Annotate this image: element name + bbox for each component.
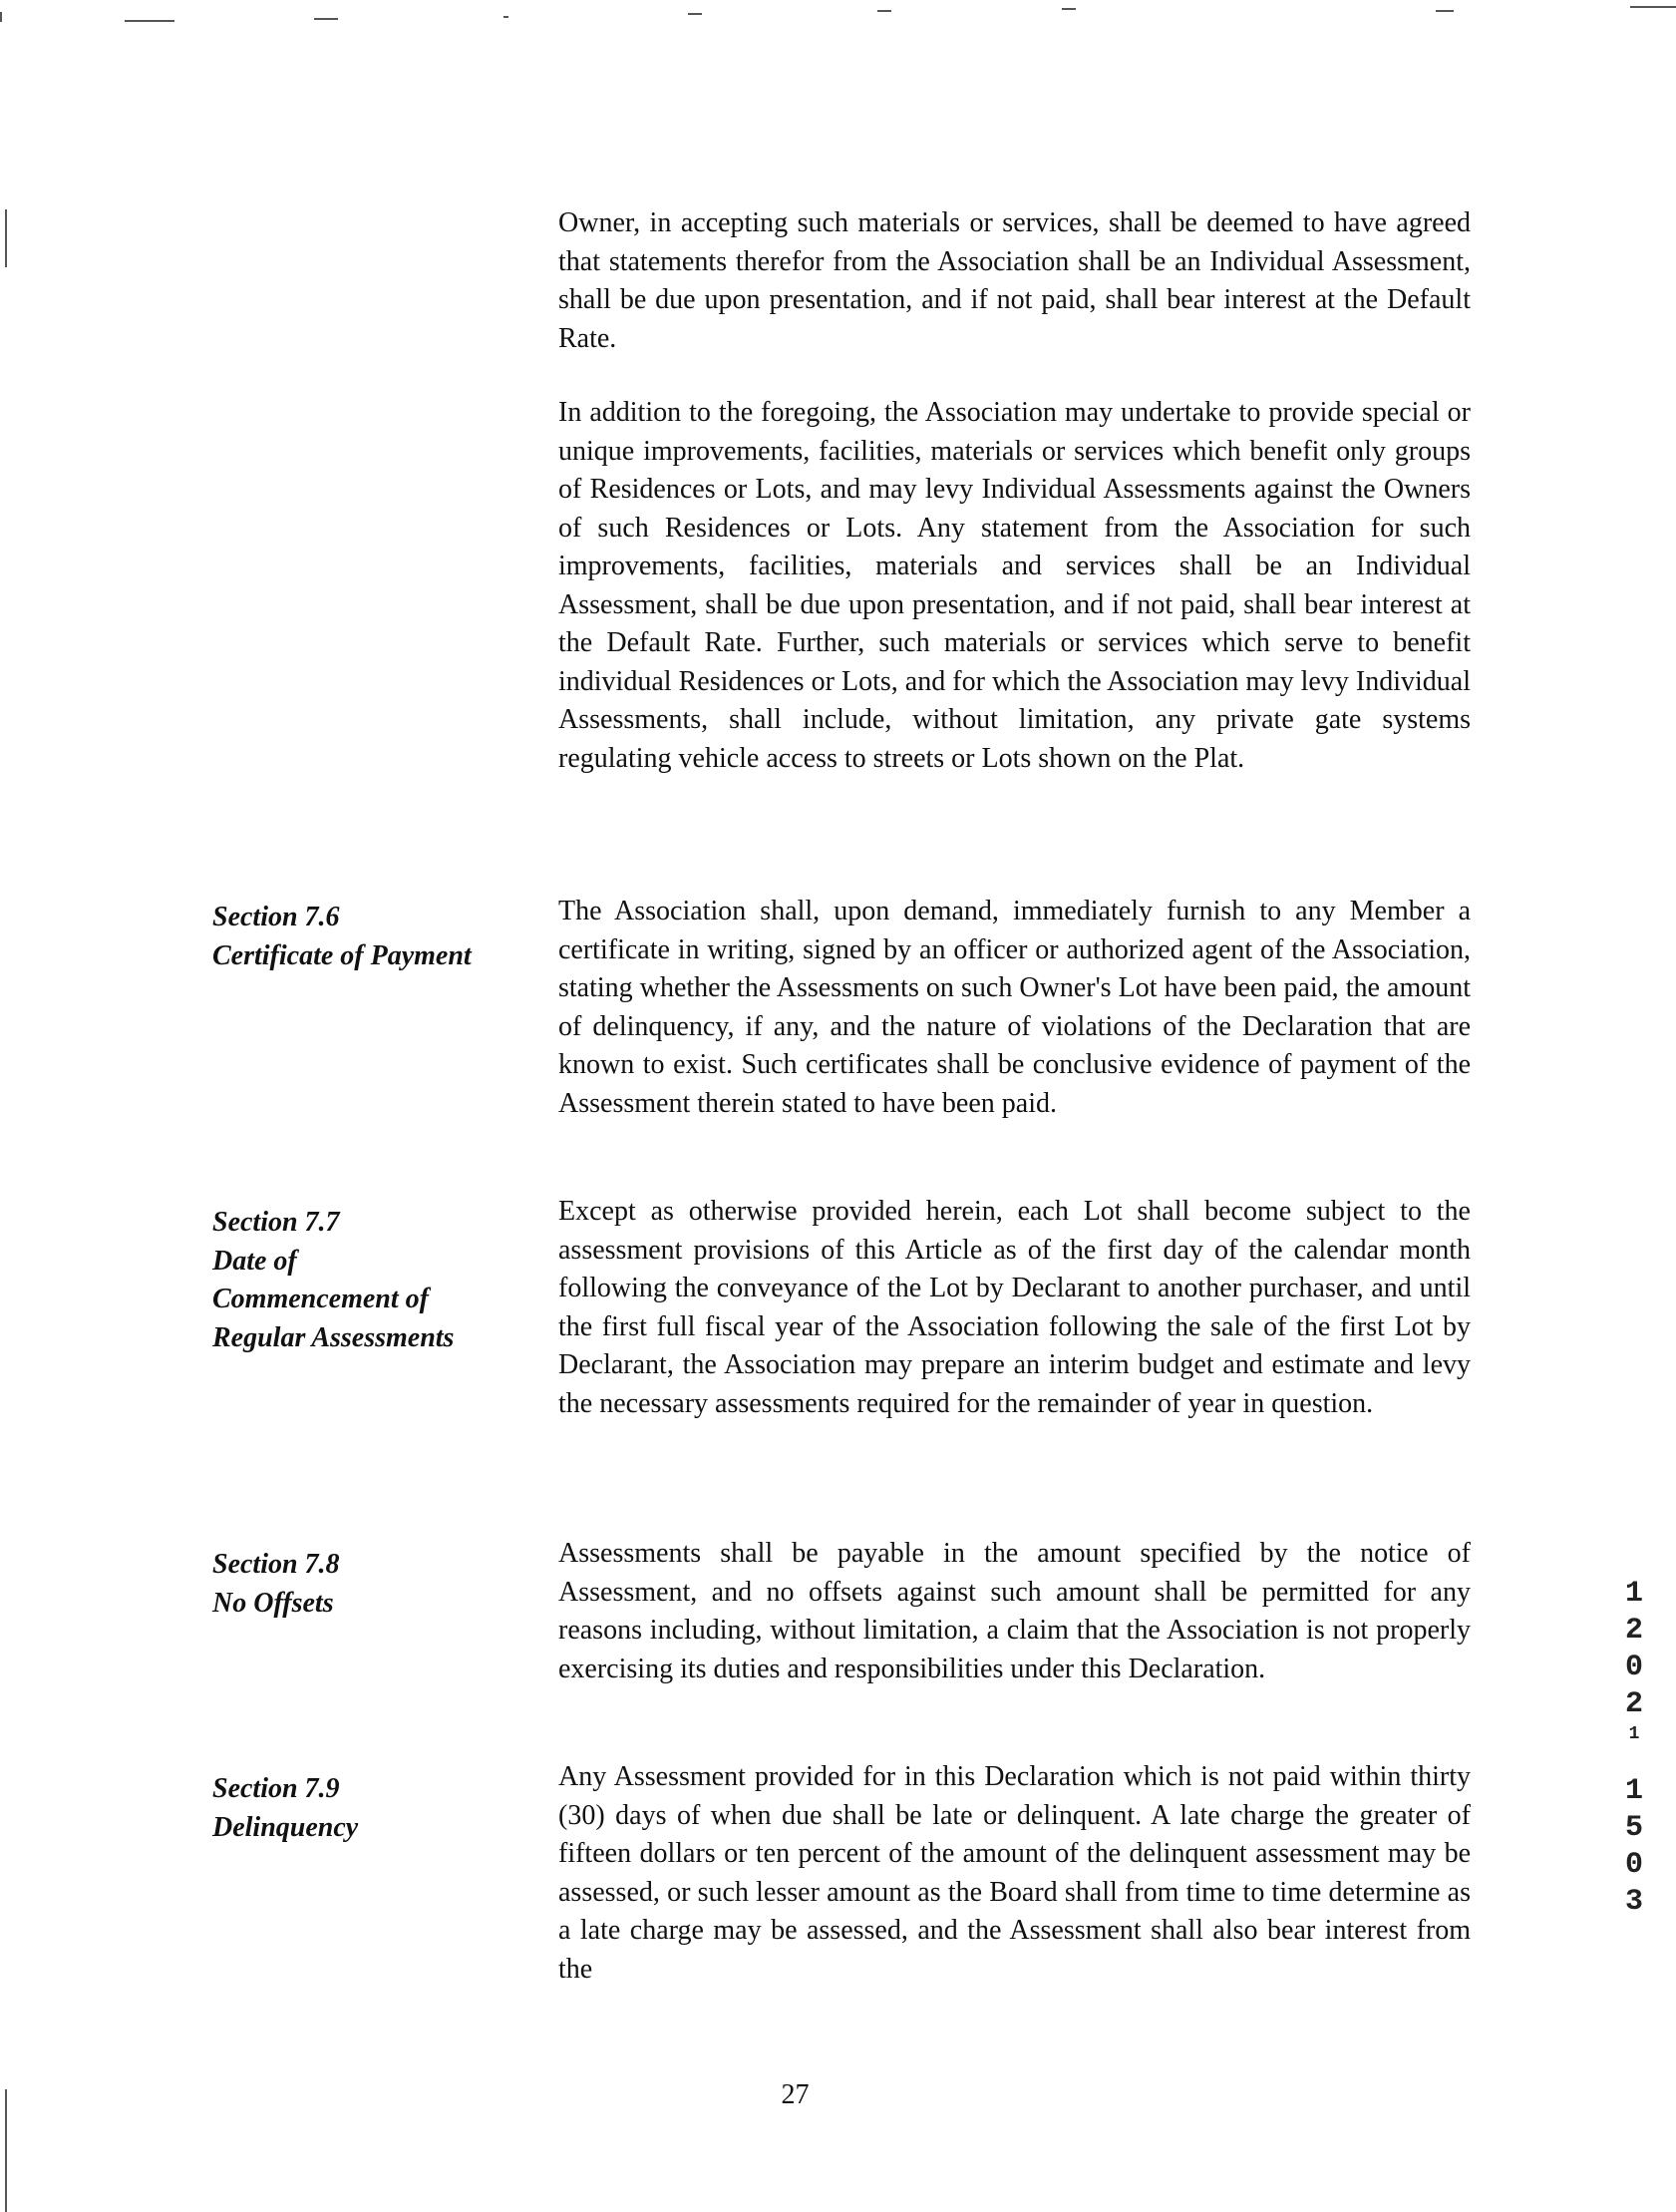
stamp-digit: 2 — [1624, 1614, 1643, 1648]
stamp-digit: 1 — [1624, 1774, 1643, 1808]
scan-mark — [1062, 8, 1076, 10]
section-7-9-body: Any Assessment provided for in this Declaration which is not paid within thirty (30) days of when due shall be late or delinquent. A late charge the greater of fifteen dollars or ten percent of the amount of the delinquent assessment may be assessed, or such lesser amount as the Board shall from time to time determine as a late charge may be assessed, and the Assessment shall also bear interest from the — [558, 1761, 1471, 1985]
section-7-9-heading — [212, 1770, 541, 1847]
section-7-8-heading — [212, 1546, 541, 1623]
section-7-7-body: Except as otherwise provided herein, each Lot shall become subject to the assessment provisions of this Article as of the first day of the calendar month following the conveyance of the Lot by Declarant to another purchaser, and until the first full fiscal year of the Association following the sale of the first Lot by Declarant, the Association may prepare an interim budget and estimate and levy the necessary assessments required for the remainder of year in question. — [558, 1196, 1471, 1419]
section-title: No Offsets — [212, 1587, 334, 1619]
page-number: 27 — [781, 2079, 810, 2110]
stamp-digit: 5 — [1624, 1811, 1643, 1845]
recording-stamp — [1616, 1576, 1652, 1745]
continuation-paragraph: Owner, in accepting such materials or services, shall be deemed to have agreed that statements therefor from the Association shall be an Individual Assessment, shall be due upon presentation, and if not paid, shall bear interest at the Default Rate. — [558, 207, 1471, 354]
scan-mark — [1630, 6, 1676, 8]
stamp-digit: 2 — [1624, 1687, 1643, 1721]
scan-mark — [503, 16, 508, 18]
scan-mark — [688, 13, 702, 15]
section-title-line: Regular Assessments — [212, 1321, 455, 1353]
section-title-line: Commencement of — [212, 1284, 429, 1314]
section-number: Section 7.6 — [212, 902, 340, 932]
stamp-digit: 0 — [1624, 1651, 1643, 1684]
stamp-digit: 0 — [1624, 1848, 1643, 1882]
section-7-6-heading — [212, 899, 541, 975]
section-title: Delinquency — [212, 1811, 359, 1843]
scan-mark — [0, 12, 2, 22]
scan-mark — [1436, 10, 1454, 12]
section-title-line: Date of — [212, 1245, 297, 1277]
section-number: Section 7.7 — [212, 1207, 340, 1238]
scan-mark — [125, 20, 174, 22]
stamp-digit: 3 — [1624, 1885, 1643, 1919]
additional-paragraph: In addition to the foregoing, the Association may undertake to provide special or unique improvements, facilities, materials or services which benefit only groups of Residences or Lots, and may levy Individual Assessments against the Owners of such Residences or Lots. Any statement from the Association for such improvements, facilities, materials and services shall be an Individual Assessment, shall be due upon presentation, and if not paid, shall bear interest at the Default Rate. Further, such materials or services which serve to benefit individual Residences or Lots, and for which the Association may levy Individual Assessments, shall include, without limitation, any private gate systems regulating vehicle access to streets or Lots shown on the Plat. — [558, 397, 1471, 774]
scan-mark — [877, 10, 891, 12]
stamp-digit: 1 — [1628, 1724, 1640, 1744]
section-number: Section 7.8 — [212, 1549, 340, 1580]
section-7-7-heading — [212, 1204, 541, 1357]
section-number: Section 7.9 — [212, 1773, 340, 1804]
stamp-digit: 1 — [1624, 1577, 1643, 1611]
scan-mark — [314, 18, 338, 20]
scan-mark — [5, 209, 7, 267]
section-7-6-body: The Association shall, upon demand, immediately furnish to any Member a certificate in writing, signed by an officer or authorized agent of the Association, stating whether the Assessments on such Owner's Lot have been paid, the amount of delinquency, if any, and the nature of violations of the Declaration that are known to exist. Such certificates shall be conclusive evidence of payment of the Assessment therein stated to have been paid. — [558, 896, 1471, 1119]
section-7-8-body: Assessments shall be payable in the amount specified by the notice of Assessment, and no offsets against such amount shall be permitted for any reasons including, without limitation, a claim that the Association is not properly exercising its duties and responsibilities under this Declaration. — [558, 1538, 1471, 1684]
section-title: Certificate of Payment — [212, 939, 472, 971]
recording-stamp — [1616, 1773, 1652, 1921]
